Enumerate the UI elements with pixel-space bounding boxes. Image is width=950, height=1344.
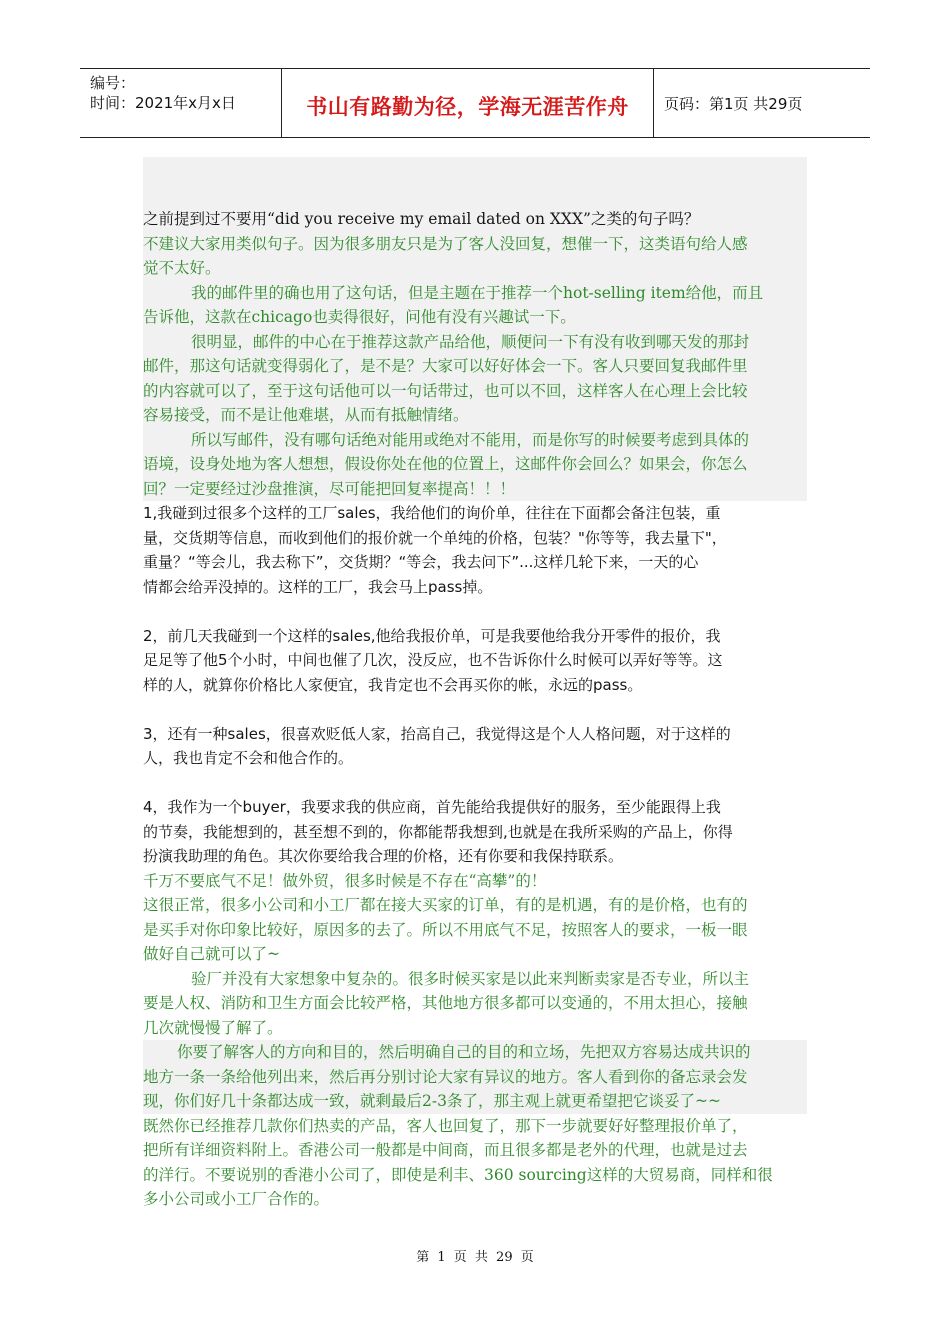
text-line: 我的邮件里的确也用了这句话，但是主题在于推荐一个hot-selling item给他，而且 [191,283,764,302]
text-line: 做好自己就可以了~ [143,945,280,963]
text-line: 既然你已经推荐几款你们热卖的产品，客人也回复了，那下一步就要好好整理报价单了， [143,1116,748,1135]
text-line: 情都会给弄没掉的。这样的工厂，我会马上pass掉。 [143,577,493,596]
text-line: 把所有详细资料附上。香港公司一般都是中间商，而且很多都是老外的代理，也就是过去 [143,1141,748,1159]
paragraph-gap [143,599,807,624]
text-line: 千万不要底气不足！做外贸，很多时候是不存在“高攀”的！ [143,871,547,890]
shaded-block-1 [143,157,807,501]
text-line: 1,我碰到过很多个这样的工厂sales，我给他们的询价单，往往在下面都会备注包装，重 [143,504,721,522]
text-line: 的内容就可以了，至于这句话他可以一句话带过，也可以不回，这样客人在心理上会比较 [143,381,748,400]
text-line: 多小公司或小工厂合作的。 [143,1190,330,1208]
text-line: 容易接受，而不是让他难堪，从而有抵触情绪。 [143,406,469,424]
document-body [143,157,807,1212]
text-line: 这很正常，很多小公司和小工厂都在接大买家的订单，有的是机遇，有的是价格，也有的 [143,896,748,914]
shaded-block-2 [143,1040,807,1114]
header-motto-cell [282,69,654,137]
text-line: 几次就慢慢了解了。 [143,1018,283,1037]
text-line: 量，交货期等信息，而收到他们的报价就一个单纯的价格，包装？"你等等，我去量下"， [143,528,727,547]
document-number-label: 编号： [90,74,136,92]
text-line: 邮件，那这句话就变得弱化了，是不是？大家可以好好体会一下。客人只要回复我邮件里 [143,357,748,375]
header-page-info: 页码：第1页 共29页 [664,94,803,113]
page-header [80,68,870,138]
text-line: 足足等了他5个小时，中间也催了几次，没反应，也不告诉你什么时候可以弄好等等。这 [143,651,723,669]
paragraph-gap [143,697,807,722]
text-line: 是买手对你印象比较好，原因多的去了。所以不用底气不足，按照客人的要求，一板一眼 [143,920,748,939]
header-motto: 书山有路勤为径，学海无涯苦作舟 [306,95,629,119]
text-line: 样的人，就算你价格比人家便宜，我肯定也不会再买你的帐，永远的pass。 [143,675,643,694]
text-line: 之前提到过不要用“did you receive my email dated on XXX”之类的句子吗？ [143,210,700,228]
text-line: 4，我作为一个buyer，我要求我的供应商，首先能给我提供好的服务，至少能跟得上我 [143,798,721,816]
text-line: 你要了解客人的方向和目的，然后明确自己的目的和立场，先把双方容易达成共识的 [177,1043,751,1061]
text-line: 验厂并没有大家想象中复杂的。很多时候买家是以此来判断卖家是否专业，所以主 [191,969,750,988]
text-line: 很明显，邮件的中心在于推荐这款产品给他，顺便问一下有没有收到哪天发的那封 [191,332,750,351]
paragraph-gap [143,771,807,796]
page-footer: 第 1 页 共 29 页 [416,1250,534,1265]
header-page-cell [654,69,870,137]
text-line: 2，前几天我碰到一个这样的sales,他给我报价单，可是我要他给我分开零件的报价，我 [143,626,721,645]
text-line: 回？一定要经过沙盘推演，尽可能把回复率提高！！！ [143,479,516,498]
text-line: 3，还有一种sales，很喜欢贬低人家，抬高自己，我觉得这是个人人格问题，对于这样的 [143,724,731,743]
text-line: 不建议大家用类似句子。因为很多朋友只是为了客人没回复，想催一下，这类语句给人感 [143,234,748,253]
shaded-spacer [143,157,807,207]
text-line: 现，你们好几十条都达成一致，就剩最后2-3条了，那主观上就更希望把它谈妥了~~ [143,1092,721,1110]
text-line: 告诉他，这款在chicago也卖得很好，问他有没有兴趣试一下。 [143,308,576,326]
text-line: 扮演我助理的角色。其次你要给我合理的价格，还有你要和我保持联系。 [143,847,624,865]
text-line: 觉不太好。 [143,259,221,277]
text-line: 的节奏，我能想到的，甚至想不到的，你都能帮我想到,也就是在我所采购的产品上，你得 [143,822,733,841]
text-line: 重量？“等会儿，我去称下”，交货期？“等会，我去问下”...这样几轮下来，一天的心 [143,553,699,571]
document-time-label: 时间：2021年x月x日 [90,94,236,112]
text-line: 人，我也肯定不会和他合作的。 [143,749,354,767]
header-meta-cell [80,69,282,137]
text-line: 的洋行。不要说别的香港小公司了，即使是利丰、360 sourcing这样的大贸易商，同样和很 [143,1165,773,1184]
text-line: 地方一条一条给他列出来，然后再分别讨论大家有异议的地方。客人看到你的备忘录会发 [143,1067,748,1086]
text-line: 所以写邮件，没有哪句话绝对能用或绝对不能用，而是你写的时候要考虑到具体的 [191,430,750,449]
text-line: 语境，设身处地为客人想想，假设你处在他的位置上，这邮件你会回么？如果会，你怎么 [143,455,748,473]
text-line: 要是人权、消防和卫生方面会比较严格，其他地方很多都可以变通的，不用太担心，接触 [143,994,748,1012]
